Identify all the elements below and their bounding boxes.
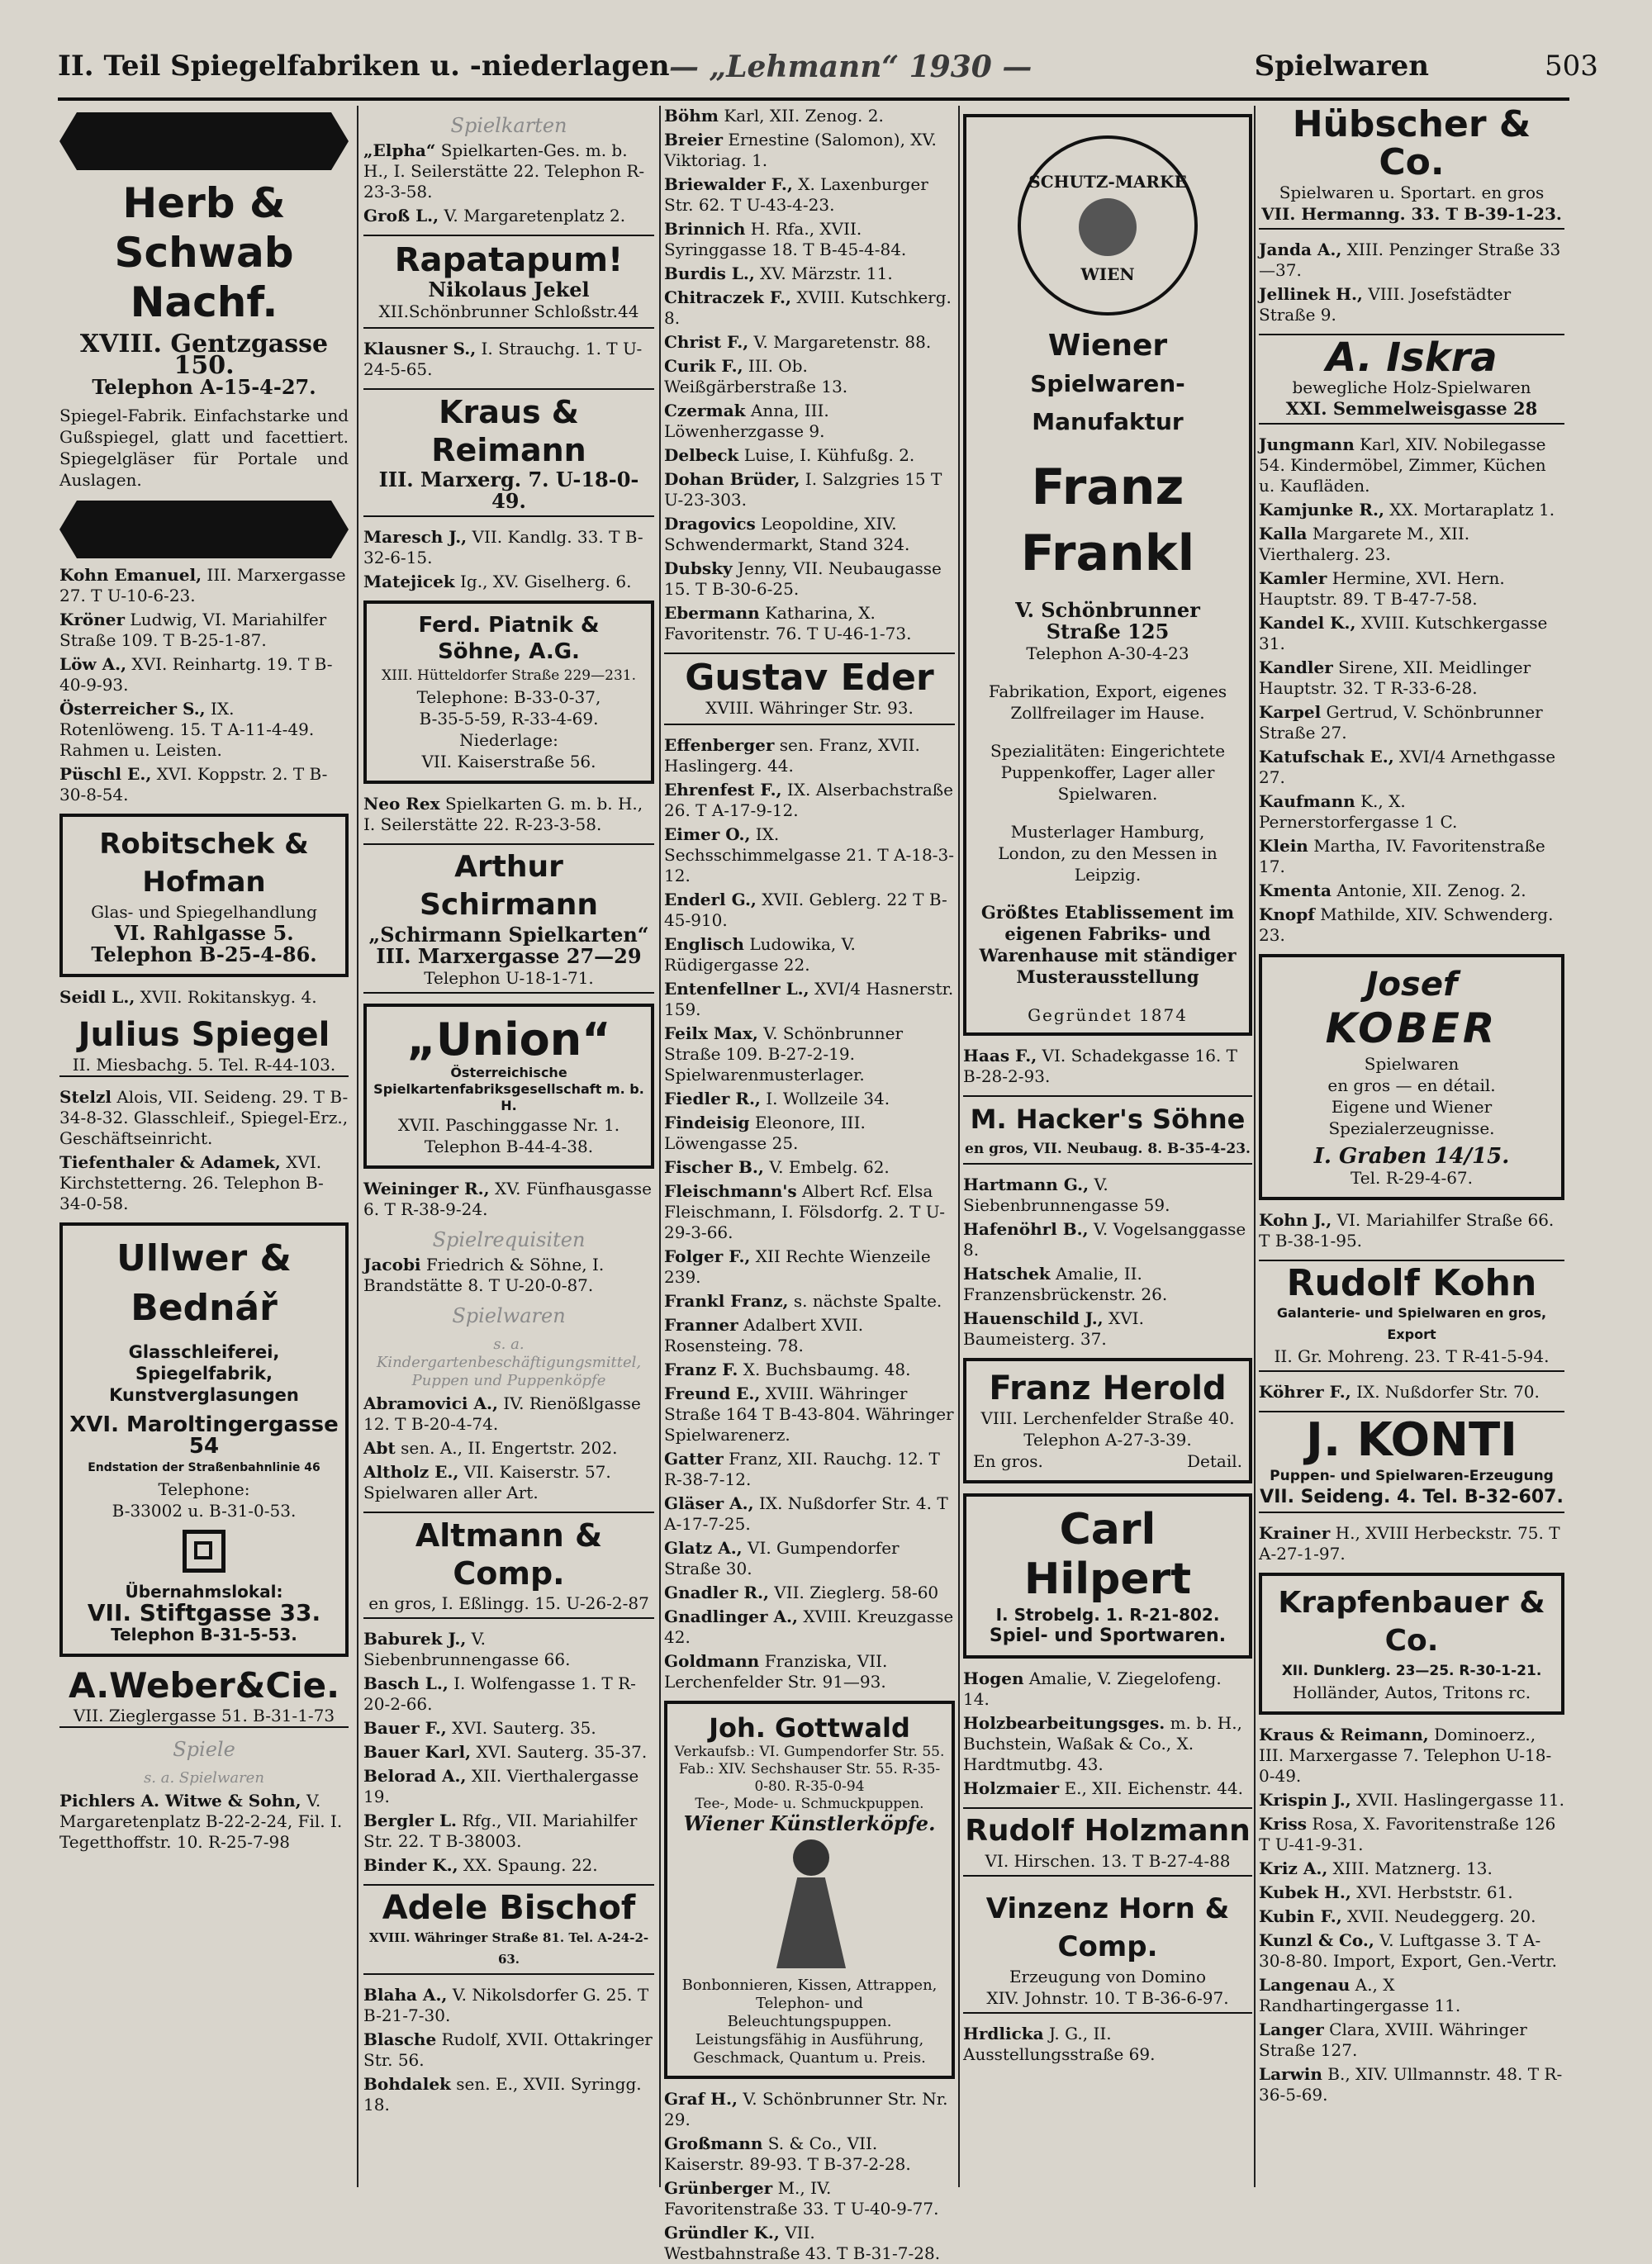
- listing-entry: Kohn Emanuel, III. Marxergasse 27. T U-10-6-23.: [59, 565, 346, 605]
- listing-entry: Kalla Margarete M., XII. Vierthalerg. 23.: [1259, 524, 1470, 564]
- ad-title: A. Iskra: [1326, 335, 1498, 381]
- listing-entry: Jacobi Friedrich & Söhne, I. Brandstätte 8. T U-20-0-87.: [363, 1255, 605, 1295]
- ad-robitschek: [59, 814, 349, 977]
- listing-entry: Löw A., XVI. Reinhartg. 19. T B-40-9-93.: [59, 654, 333, 695]
- listing-entry: Frankl Franz, s. nächste Spalte.: [664, 1291, 942, 1311]
- ad-line: Österreichische Spielkartenfabriksgesellschaft m. b. H.: [373, 1065, 644, 1113]
- listing-entry: Altholz E., VII. Kaiserstr. 57. Spielwaren aller Art.: [363, 1462, 611, 1502]
- listing-entry: Kubin F., XVII. Neudeggerg. 20.: [1259, 1906, 1536, 1926]
- ad-line: Glasschleiferei, Spiegelfabrik, Kunstverglasungen: [109, 1342, 299, 1405]
- listing-entry: Fischer B., V. Embelg. 62.: [664, 1157, 890, 1177]
- ad-line: en gros — en détail.: [1327, 1075, 1496, 1095]
- listing-group: [59, 565, 349, 805]
- ad-josef-kober: [1259, 954, 1564, 1200]
- listing-entry: Matejicek Ig., XV. Giselherg. 6.: [363, 572, 632, 591]
- listing-entry: Stelzl Alois, VII. Seideng. 29. T B-34-8-32. Glasschleif., Spiegel-Erz., Geschäftseinricht.: [59, 1087, 349, 1148]
- ad-line: bewegliche Holz-Spielwaren: [1292, 377, 1531, 397]
- listing-entry: Kubek H., XVI. Herbststr. 61.: [1259, 1882, 1513, 1902]
- ad-line: VII. Zieglergasse 51. B-31-1-73: [73, 1706, 335, 1725]
- listing-entry: Weininger R., XV. Fünfhausgasse 6. T R-38-9-24.: [363, 1179, 652, 1219]
- listing-entry: Findeisig Eleonore, III. Löwengasse 25.: [664, 1113, 866, 1153]
- ad-title: Franz Frankl: [1020, 458, 1195, 582]
- ad-line: Telephone: B-33-0-37,: [416, 687, 601, 707]
- ad-huebscher: [1259, 103, 1564, 230]
- ad-title: Julius Spiegel: [78, 1016, 330, 1054]
- ad-line: XIV. Johnstr. 10. T B-36-6-97.: [986, 1988, 1229, 2008]
- listing-entry: Hauenschild J., XVI. Baumeisterg. 37.: [963, 1308, 1144, 1349]
- ad-line: XII.Schönbrunner Schloßstr.44: [378, 301, 639, 321]
- ad-line: Telephone:: [158, 1479, 250, 1499]
- listing-entry: Neo Rex Spielkarten G. m. b. H., I. Seilerstätte 22. R-23-3-58.: [363, 794, 643, 834]
- listing-entry: Dragovics Leopoldine, XIV. Schwendermarkt, Stand 324.: [664, 514, 910, 554]
- column-divider: [357, 106, 358, 2187]
- ad-first-name: Josef: [1365, 966, 1458, 1004]
- column-2: [363, 106, 654, 2187]
- ad-line: Telephon B-25-4-86.: [91, 942, 317, 966]
- ad-line: Endstation der Straßenbahnlinie 46: [88, 1461, 320, 1474]
- ad-title: Franz Herold: [989, 1369, 1227, 1407]
- listing-entry: Hatschek Amalie, II. Franzensbrückenstr. 26.: [963, 1264, 1168, 1304]
- ad-title: Vinzenz Horn & Comp.: [985, 1892, 1230, 1963]
- listing-entry: Blasche Rudolf, XVII. Ottakringer Str. 56.: [363, 2029, 653, 2070]
- section-subheading: s. a. Spielwaren: [144, 1769, 264, 1787]
- listing-entry: Holzmaier E., XII. Eichenstr. 44.: [963, 1778, 1243, 1798]
- ad-franz-frankl: [963, 114, 1252, 1036]
- listing-entry: Burdis L., XV. Märzstr. 11.: [664, 263, 893, 283]
- ad-title: Kraus & Reimann: [431, 394, 586, 468]
- ad-line: Tee-, Mode- u. Schmuckpuppen.: [695, 1796, 924, 1812]
- ad-ullwer-bednar: [59, 1222, 349, 1657]
- listing-entry: Hafenöhrl B., V. Vogelsanggasse 8.: [963, 1219, 1246, 1260]
- header-right: Spielwaren: [1254, 50, 1429, 83]
- listing-entry: Entenfellner L., XVI/4 Hasnerstr. 159.: [664, 979, 954, 1019]
- ad-title: J. KONTI: [1306, 1413, 1517, 1467]
- ad-line: XXI. Semmelweisgasse 28: [1285, 398, 1538, 419]
- listing-entry: Seidl L., XVII. Rokitanskyg. 4.: [59, 987, 317, 1007]
- listing-entry: Baburek J., V. Siebenbrunnengasse 66.: [363, 1629, 571, 1669]
- listing-entry: Kraus & Reimann, Dominoerz., III. Marxergasse 7. Telephon U-18-0-49.: [1259, 1725, 1552, 1786]
- listing-entry: Haas F., VI. Schadekgasse 16. T B-28-2-93.: [963, 1046, 1237, 1086]
- ad-line: Nikolaus Jekel: [428, 278, 590, 301]
- listing-entry: Groß L., V. Margaretenplatz 2.: [363, 206, 626, 225]
- listing-entry: Glatz A., VI. Gumpendorfer Straße 30.: [664, 1538, 900, 1578]
- ad-line: Puppen- und Spielwaren-Erzeugung: [1270, 1468, 1554, 1484]
- ad-line: VIII. Lerchenfelder Straße 40.: [980, 1408, 1235, 1428]
- ad-line: Spielwaren u. Sportart. en gros: [1279, 183, 1545, 202]
- ad-description: Bonbonnieren, Kissen, Attrappen, Telephon- und Beleuchtungspuppen. Leistungsfähig in Ausführung, Geschmack, Quantum u. Preis.: [681, 1977, 938, 2067]
- listing-entry: Franz F. X. Buchsbaumg. 48.: [664, 1360, 911, 1379]
- listing-entry: Basch L., I. Wolfengasse 1. T R-20-2-66.: [363, 1673, 636, 1714]
- ad-altmann: [363, 1512, 654, 1619]
- ad-line: Eigene und Wiener: [1331, 1097, 1493, 1117]
- listing-entry: Ebermann Katharina, X. Favoritenstr. 76. T U-46-1-73.: [664, 603, 912, 643]
- ad-line: Glas- und Spiegelhandlung: [91, 902, 317, 922]
- ad-description: Spiegel-Fabrik. Einfachstarke und Gußspiegel, glatt und facettiert. Spiegelgläser für Portale und Auslagen.: [59, 406, 349, 490]
- header-center: — „Lehmann“ 1930 —: [669, 50, 1032, 84]
- trademark-logo-icon: SCHUTZ-MARKE WIEN: [1018, 135, 1198, 316]
- listing-entry: Larwin B., XIV. Ullmannstr. 48. T R-36-5-69.: [1259, 2064, 1563, 2105]
- listing-entry: Katufschak E., XVI/4 Arnethgasse 27.: [1259, 747, 1556, 787]
- listing-entry: Köhrer F., IX. Nußdorfer Str. 70.: [1259, 1382, 1540, 1402]
- listing-entry: Tiefenthaler & Adamek, XVI. Kirchstetterng. 26. Telephon B-34-0-58.: [59, 1152, 324, 1213]
- ad-title: Arthur Schirmann: [419, 850, 599, 922]
- decorative-bar: [59, 112, 349, 170]
- ad-title: Hübscher & Co.: [1292, 103, 1531, 183]
- listing-entry: Czermak Anna, III. Löwenherzgasse 9.: [664, 401, 829, 441]
- ad-address: V. Schönbrunner Straße 125: [1015, 598, 1200, 643]
- listing-entry: Fleischmann's Albert Rcf. Elsa Fleischmann, I. Fölsdorfg. 2. T U-29-3-66.: [664, 1181, 946, 1242]
- listing-entry: Maresch J., VII. Kandlg. 33. T B-32-6-15.: [363, 527, 643, 567]
- ad-title: „Union“: [406, 1013, 611, 1066]
- listing-entry: Klausner S., I. Strauchg. 1. T U-24-5-65.: [363, 339, 643, 379]
- ad-weber: [59, 1667, 349, 1728]
- listing-entry: Bauer F., XVI. Sauterg. 35.: [363, 1718, 596, 1738]
- listing-entry: Österreicher S., IX. Rotenlöweng. 15. T A-11-4-49. Rahmen u. Leisten.: [59, 699, 315, 760]
- listing-entry: Kriz A., XIII. Matznerg. 13.: [1259, 1858, 1493, 1878]
- listing-entry: Bauer Karl, XVI. Sauterg. 35-37.: [363, 1742, 648, 1762]
- ad-line: Telephon B-44-4-38.: [424, 1137, 594, 1156]
- ad-phone: Telephon B-31-5-53.: [111, 1625, 297, 1645]
- listing-entry: Englisch Ludowika, V. Rüdigergasse 22.: [664, 934, 856, 975]
- ad-hacker: [963, 1095, 1252, 1165]
- ad-julius-spiegel: [59, 1016, 349, 1077]
- listing-entry: Fiedler R., I. Wollzeile 34.: [664, 1089, 890, 1108]
- listing-entry: Püschl E., XVI. Koppstr. 2. T B-30-8-54.: [59, 764, 328, 805]
- listing-entry: Bergler L. Rfg., VII. Mariahilfer Str. 22. T B-38003.: [363, 1811, 638, 1851]
- listing-entry: Folger F., XII Rechte Wienzeile 239.: [664, 1246, 931, 1287]
- listing-entry: Holzbearbeitungsges. m. b. H., Buchstein, Waßak & Co., X. Hardtmutbg. 43.: [963, 1713, 1242, 1774]
- listing-entry: Abt sen. A., II. Engertstr. 202.: [363, 1438, 618, 1458]
- listing-entry: Jellinek H., VIII. Josefstädter Straße 9.: [1259, 284, 1512, 325]
- ad-line: XVIII. Währinger Str. 93.: [705, 698, 914, 718]
- section-heading: Spielkarten: [450, 114, 567, 137]
- listing-entry: „Elpha“ Spielkarten-Ges. m. b. H., I. Seilerstätte 22. Telephon R-23-3-58.: [363, 140, 645, 202]
- ad-line: Niederlage:: [459, 730, 558, 750]
- ad-phone: Tel. R-29-4-67.: [1350, 1168, 1474, 1188]
- ad-line: Spiel- und Sportwaren.: [989, 1626, 1227, 1646]
- column-divider: [659, 106, 661, 2187]
- ad-address: XVI. Maroltingergasse 54: [69, 1412, 339, 1459]
- ad-line: VII. Hermanng. 33. T B-39-1-23.: [1261, 204, 1562, 224]
- listing-entry: Brinnich H. Rfa., XVII. Syringgasse 18. T B-45-4-84.: [664, 219, 907, 259]
- ad-bischof: [363, 1884, 654, 1975]
- header-rule: [58, 97, 1569, 101]
- listing-entry: Dohan Brüder, I. Salzgries 15 T U-23-303.: [664, 469, 942, 510]
- listing-entry: Curik F., III. Ob. Weißgärberstraße 13.: [664, 356, 848, 396]
- listing-entry: Hartmann G., V. Siebenbrunnengasse 59.: [963, 1175, 1170, 1215]
- ad-line: III. Marxergasse 27—29: [376, 944, 642, 968]
- ad-address: VII. Stiftgasse 33.: [87, 1599, 321, 1626]
- ad-phone: B-33002 u. B-31-0-53.: [112, 1501, 297, 1521]
- listing-entry: Großmann S. & Co., VII. Kaiserstr. 89-93. T B-37-2-28.: [664, 2133, 911, 2174]
- listing-entry: Dubsky Jenny, VII. Neubaugasse 15. T B-30-6-25.: [664, 558, 942, 599]
- ad-line: Telephon U-18-1-71.: [424, 968, 594, 988]
- section-heading: Spielwaren: [452, 1304, 566, 1327]
- listing-entry: Kandel K., XVIII. Kutschkergasse 31.: [1259, 613, 1548, 653]
- listing-entry: Kamler Hermine, XVI. Hern. Hauptstr. 89. T B-47-7-58.: [1259, 568, 1505, 609]
- ad-title: Rudolf Kohn: [1286, 1262, 1537, 1304]
- ad-title: Ferd. Piatnik & Söhne, A.G.: [418, 613, 600, 664]
- ad-line: en gros, I. Eßlingg. 15. U-26-2-87: [368, 1593, 649, 1613]
- decorative-bar: [59, 501, 349, 558]
- ad-phone: Telephon A-27-3-39.: [1023, 1430, 1192, 1450]
- ad-konti: [1259, 1411, 1564, 1513]
- ad-line: VII. Kaiserstraße 56.: [421, 752, 596, 771]
- ad-schirmann: [363, 843, 654, 994]
- column-5: [1259, 103, 1565, 2187]
- ad-phone: Telephon A-30-4-23: [1026, 643, 1189, 663]
- ad-line: Galanterie- und Spielwaren en gros, Export: [1276, 1305, 1547, 1342]
- ad-line: Holländer, Autos, Tritons rc.: [1292, 1683, 1531, 1702]
- ad-line: Spielwaren-Manufaktur: [1030, 370, 1185, 435]
- column-1: [59, 106, 349, 2187]
- ad-rudolf-kohn: [1259, 1260, 1564, 1372]
- listing-entry: Chitraczek F., XVIII. Kutschkerg. 8.: [664, 287, 952, 328]
- ad-line: VI. Hirschen. 13. T B-27-4-88: [985, 1851, 1231, 1871]
- section-heading: Spiele: [173, 1738, 235, 1761]
- ad-line: III. Marxerg. 7. U-18-0-49.: [378, 468, 639, 513]
- listing-entry: Kaufmann K., X. Pernerstorfergasse 1 C.: [1259, 791, 1458, 832]
- listing-entry: Gläser A., IX. Nußdorfer Str. 4. T A-17-7-25.: [664, 1493, 948, 1534]
- listing-entry: Klein Martha, IV. Favoritenstraße 17.: [1259, 836, 1545, 876]
- listing-entry: Krainer H., XVIII Herbeckstr. 75. T A-27-1-97.: [1259, 1523, 1560, 1564]
- ad-carl-hilpert: [963, 1493, 1252, 1659]
- ad-line: II. Gr. Mohreng. 23. T R-41-5-94.: [1274, 1346, 1550, 1366]
- ad-line: XVII. Paschinggasse Nr. 1.: [397, 1115, 620, 1135]
- listing-entry: Hogen Amalie, V. Ziegelofeng. 14.: [963, 1668, 1222, 1709]
- ad-title: Joh. Gottwald: [709, 1712, 910, 1744]
- ad-line: Spezialerzeugnisse.: [1328, 1118, 1495, 1138]
- ad-vinzenz-horn: [963, 1887, 1252, 2014]
- listing-entry: Kunzl & Co., V. Luftgasse 3. T A-30-8-80. Import, Export, Gen.-Vertr.: [1259, 1930, 1558, 1971]
- listing-entry: Effenberger sen. Franz, XVII. Haslingerg. 44.: [664, 735, 920, 776]
- ad-phone: Telephon A-15-4-27.: [92, 375, 316, 399]
- listing-entry: Gnadlinger A., XVIII. Kreuzgasse 42.: [664, 1607, 954, 1647]
- ad-rapatapum: [363, 235, 654, 329]
- listing-entry: Langenau A., X Randhartingergasse 11.: [1259, 1975, 1461, 2015]
- listing-entry: Krispin J., XVII. Haslingergasse 11.: [1259, 1790, 1565, 1810]
- listing-entry: Feilx Max, V. Schönbrunner Straße 109. B-27-2-19. Spielwarenmusterlager.: [664, 1023, 904, 1085]
- ad-line: en gros, VII. Neubaug. 8. B-35-4-23.: [965, 1141, 1251, 1157]
- listing-entry: Gatter Franz, XII. Rauchg. 12. T R-38-7-12.: [664, 1449, 940, 1489]
- ad-iskra: [1259, 334, 1564, 425]
- ad-address: XVIII. Gentzgasse 150.: [79, 330, 329, 380]
- ad-title: M. Hacker's Söhne: [970, 1104, 1246, 1135]
- ad-title: A.Weber&Cie.: [68, 1665, 340, 1706]
- listing-entry: Gnadler R., VII. Zieglerg. 58-60: [664, 1583, 939, 1602]
- listing-entry: Freund E., XVIII. Währinger Straße 164 T B-43-804. Währinger Spielwarenerz.: [664, 1384, 954, 1445]
- listing-entry: Kröner Ludwig, VI. Mariahilfer Straße 109. T B-25-1-87.: [59, 610, 327, 650]
- ad-line: Wiener: [1047, 329, 1168, 363]
- ad-title: Rapatapum!: [394, 241, 624, 279]
- ad-description: Spezialitäten: Eingerichtete Puppenkoffer, Lager aller Spielwaren.: [990, 741, 1226, 804]
- section-subheading: s. a. Kindergartenbeschäftigungsmittel, Puppen und Puppenköpfe: [376, 1336, 642, 1389]
- ad-line: II. Miesbachg. 5. Tel. R-44-103.: [72, 1055, 336, 1075]
- ad-line: En gros. Detail.: [973, 1451, 1242, 1471]
- ad-line: Spielwaren: [1364, 1054, 1460, 1074]
- ad-line: Verkaufsb.: VI. Gumpendorfer Str. 55. Fab.: XIV. Sechshauser Str. 55. R-35-0-80. R-35-0-94: [674, 1744, 945, 1795]
- column-divider: [958, 106, 960, 2187]
- ad-herb-schwab: [59, 178, 349, 491]
- page-number: 503: [1545, 50, 1598, 83]
- ad-description: Größtes Etablissement im eigenen Fabriks- und Warenhause mit ständiger Musterausstellung: [979, 902, 1237, 987]
- column-4: [963, 106, 1252, 2187]
- ad-line: Übernahmslokal:: [125, 1582, 283, 1602]
- ad-line: I. Strobelg. 1. R-21-802.: [995, 1605, 1220, 1625]
- page-header: [58, 50, 1598, 91]
- ad-line: XIII. Hütteldorfer Straße 229—231.: [382, 667, 636, 684]
- listing-entry: Christ F., V. Margaretenstr. 88.: [664, 332, 932, 352]
- ad-gustav-eder: [664, 653, 955, 725]
- ad-gottwald: [664, 1701, 955, 2079]
- listing-entry: Franner Adalbert XVII. Rosensteing. 78.: [664, 1315, 864, 1355]
- section-heading: Spielrequisiten: [432, 1228, 586, 1251]
- ad-rudolf-holzmann: [963, 1807, 1252, 1877]
- listing-entry: Böhm Karl, XII. Zenog. 2.: [664, 106, 884, 126]
- listing-entry: Jungmann Karl, XIV. Nobilegasse 54. Kindermöbel, Zimmer, Küchen u. Kaufläden.: [1259, 434, 1546, 496]
- column-3: [664, 106, 955, 2263]
- listing-entry: Kmenta Antonie, XII. Zenog. 2.: [1259, 880, 1526, 900]
- ad-title: Carl Hilpert: [1023, 1505, 1192, 1604]
- listing-entry: Kamjunke R., XX. Mortaraplatz 1.: [1259, 500, 1555, 520]
- listing-entry: Kohn J., VI. Mariahilfer Straße 66. T B-38-1-95.: [1259, 1210, 1555, 1251]
- ad-line: „Schirmann Spielkarten“: [368, 923, 649, 947]
- ad-title: Rudolf Holzmann: [965, 1814, 1251, 1848]
- ad-franz-herold: [963, 1358, 1252, 1483]
- doll-illustration-icon: [760, 1839, 859, 1972]
- ad-title: Altmann & Comp.: [415, 1517, 603, 1592]
- listing-entry: Knopf Mathilde, XIV. Schwenderg. 23.: [1259, 904, 1554, 945]
- ad-title: Herb & Schwab Nachf.: [114, 179, 294, 326]
- ad-founded: Gegründet 1874: [1028, 1005, 1188, 1025]
- ad-krapfenbauer: [1259, 1573, 1564, 1715]
- ad-title: Adele Bischof: [382, 1889, 636, 1927]
- listing-entry: Gründler K., VII. Westbahnstraße 43. T B-31-7-28.: [664, 2223, 941, 2263]
- listing-entry: Langer Clara, XVIII. Währinger Straße 127.: [1259, 2020, 1527, 2060]
- ad-union: [363, 1004, 654, 1169]
- listing-entry: Grünberger M., IV. Favoritenstraße 33. T U-40-9-77.: [664, 2178, 939, 2219]
- listing-entry: Abramovici A., IV. Rienößlgasse 12. T B-20-4-74.: [363, 1393, 641, 1434]
- ad-title: KOBER: [1325, 1004, 1498, 1052]
- listing-entry: Delbeck Luise, I. Kühfußg. 2.: [664, 445, 915, 465]
- column-divider: [1254, 106, 1256, 2187]
- ad-description: Fabrikation, Export, eigenes Zollfreilager im Hause.: [988, 681, 1227, 723]
- listing-entry: Eimer O., IX. Sechsschimmelgasse 21. T A-18-3-12.: [664, 824, 954, 885]
- listing-entry: Enderl G., XVII. Geblerg. 22 T B-45-910.: [664, 890, 947, 930]
- ad-line: B-35-5-59, R-33-4-69.: [419, 709, 599, 729]
- ad-title: Robitschek & Hofman: [99, 828, 309, 899]
- ad-line: VI. Rahlgasse 5.: [114, 921, 294, 945]
- ad-line: XVIII. Währinger Straße 81. Tel. A-24-2-63.: [368, 1930, 649, 1967]
- listing-entry: Karpel Gertrud, V. Schönbrunner Straße 27.: [1259, 702, 1543, 743]
- listing-entry: Kandler Sirene, XII. Meidlinger Hauptstr. 32. T R-33-6-28.: [1259, 657, 1531, 698]
- listing-entry: Bohdalek sen. E., XVII. Syringg. 18.: [363, 2074, 642, 2114]
- listing-entry: Hrdlicka J. G., II. Ausstellungsstraße 69.: [963, 2024, 1156, 2064]
- listing-entry: Breier Ernestine (Salomon), XV. Viktoriag. 1.: [664, 130, 937, 170]
- ad-title: Krapfenbauer & Co.: [1278, 1586, 1545, 1658]
- listing-entry: Binder K., XX. Spaung. 22.: [363, 1855, 598, 1875]
- ad-kraus-reimann: [363, 388, 654, 517]
- listing-entry: Briewalder F., X. Laxenburger Str. 62. T U-43-4-23.: [664, 174, 928, 215]
- ad-piatnik: [363, 600, 654, 784]
- ad-line: Erzeugung von Domino: [1009, 1967, 1207, 1986]
- listing-entry: Goldmann Franziska, VII. Lerchenfelder Str. 91—93.: [664, 1651, 888, 1692]
- header-left: II. Teil Spiegelfabriken u. -niederlagen: [58, 50, 670, 83]
- ad-heading: Wiener Künstlerköpfe.: [683, 1811, 936, 1835]
- listing-entry: Belorad A., XII. Vierthalergasse 19.: [363, 1766, 639, 1806]
- listing-entry: Graf H., V. Schönbrunner Str. Nr. 29.: [664, 2089, 948, 2129]
- listing-entry: Janda A., XIII. Penzinger Straße 33—37.: [1259, 240, 1561, 280]
- ad-line: XII. Dunklerg. 23—25. R-30-1-21.: [1281, 1663, 1542, 1679]
- ad-description: Musterlager Hamburg, London, zu den Messen in Leipzig.: [998, 822, 1218, 885]
- listing-entry: Pichlers A. Witwe & Sohn, V. Margaretenplatz B-22-2-24, Fil. I. Tegetthoffstr. 10. R-25-7-98: [59, 1791, 343, 1852]
- square-logo-icon: [183, 1530, 225, 1573]
- listing-entry: Kriss Rosa, X. Favoritenstraße 126 T U-41-9-31.: [1259, 1814, 1556, 1854]
- ad-line: VII. Seideng. 4. Tel. B-32-607.: [1260, 1487, 1564, 1507]
- ad-address: I. Graben 14/15.: [1313, 1144, 1510, 1169]
- listing-entry: Blaha A., V. Nikolsdorfer G. 25. T B-21-7-30.: [363, 1985, 649, 2025]
- ad-title: Ullwer & Bednář: [116, 1237, 292, 1329]
- ad-title: Gustav Eder: [685, 657, 934, 699]
- listing-entry: Ehrenfest F., IX. Alserbachstraße 26. T A-17-9-12.: [664, 780, 954, 820]
